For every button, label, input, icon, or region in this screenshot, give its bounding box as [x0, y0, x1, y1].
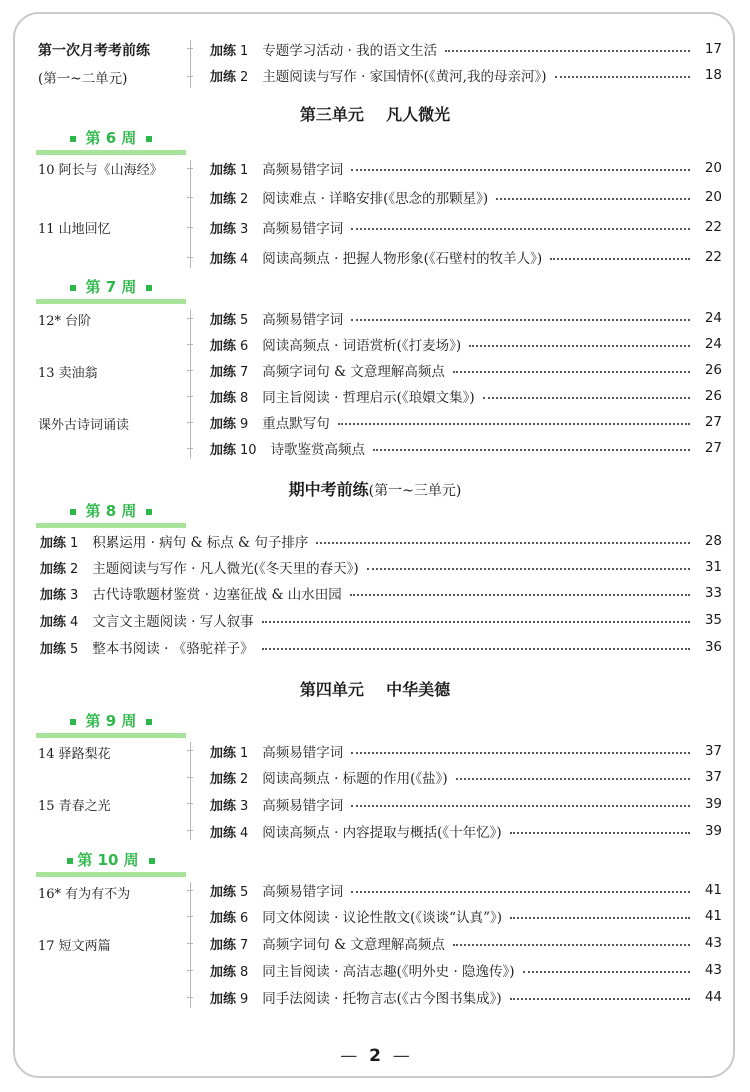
entry-title: 阅读高频点 · 把握人物形象(《石壁村的牧羊人》) [262, 251, 543, 267]
midterm-title: 期中考前练(第一~三单元) [288, 480, 462, 499]
square-icon [146, 136, 152, 142]
entry-tag: 加练 9 [210, 416, 249, 432]
entry-tag: 加练 2 [210, 191, 249, 207]
divider-tick [187, 257, 193, 258]
square-icon [70, 136, 76, 142]
divider-tick [187, 76, 193, 77]
entry-tag: 加练 6 [210, 338, 249, 354]
dot-leader [351, 752, 690, 754]
toc-entry[interactable] [40, 608, 722, 632]
exam1-title: 第一次月考考前练 [38, 43, 150, 59]
entry-page: 37 [704, 743, 722, 759]
entry-title: 阅读高频点 · 内容提取与概括(《十年忆》) [262, 825, 502, 841]
toc-entry[interactable] [210, 245, 722, 269]
divider-tick [187, 803, 193, 804]
toc-entry[interactable] [210, 739, 722, 763]
page-footer: — 2 — [340, 1046, 410, 1066]
entry-title: 诗歌鉴赏高频点 [270, 442, 366, 458]
entry-title: 主题阅读与写作 · 凡人微光(《冬天里的春天》) [92, 561, 359, 577]
entry-title: 同主旨阅读 · 高洁志趣(《明外史 · 隐逸传》) [262, 964, 515, 980]
entry-tag: 加练 10 [210, 442, 257, 458]
week7-header: 第 7 周 [36, 276, 186, 306]
dot-leader [262, 648, 690, 650]
dot-leader [550, 258, 690, 260]
entry-page: 24 [704, 310, 722, 326]
entry-tag: 加练 8 [210, 390, 249, 406]
entry-page: 24 [704, 336, 722, 352]
entry-tag: 加练 3 [40, 587, 79, 603]
dot-leader [262, 621, 690, 623]
divider-tick [187, 448, 193, 449]
divider-tick [187, 777, 193, 778]
square-icon [70, 719, 76, 725]
lesson-16: 16* 有为有不为 [38, 887, 131, 902]
toc-entry[interactable] [210, 410, 722, 434]
entry-tag: 加练 4 [40, 614, 79, 630]
divider-tick [187, 970, 193, 971]
entry-title: 阅读高频点 · 词语赏析(《打麦场》) [262, 338, 462, 354]
divider-tick [187, 197, 193, 198]
entry-title: 高频字词句 & 文意理解高频点 [262, 364, 445, 380]
entry-title: 文言文主题阅读 · 写人叙事 [92, 614, 254, 630]
section-divider [190, 160, 191, 268]
entry-title: 高频易错字词 [262, 884, 344, 900]
entry-page: 43 [704, 935, 722, 951]
toc-entry[interactable] [210, 904, 722, 928]
toc-entry[interactable] [210, 156, 722, 180]
entry-tag: 加练 5 [210, 312, 249, 328]
section-divider [190, 310, 191, 458]
dot-leader [351, 891, 690, 893]
entry-title: 专题学习活动 · 我的语文生活 [262, 43, 438, 59]
dot-leader [316, 542, 690, 544]
entry-page: 37 [704, 769, 722, 785]
entry-page: 18 [704, 67, 722, 83]
dot-leader [483, 397, 690, 399]
toc-entry[interactable] [40, 635, 722, 659]
entry-tag: 加练 2 [40, 561, 79, 577]
entry-title: 高频易错字词 [262, 798, 344, 814]
entry-page: 17 [704, 41, 722, 57]
dot-leader [351, 169, 690, 171]
week6-header: 第 6 周 [36, 127, 186, 157]
lesson-11: 11 山地回忆 [38, 222, 111, 237]
unit4-title: 第四单元 中华美德 [299, 680, 451, 699]
entry-page: 22 [704, 219, 722, 235]
toc-entry[interactable] [210, 384, 722, 408]
entry-tag: 加练 3 [210, 798, 249, 814]
entry-tag: 加练 7 [210, 937, 249, 953]
dot-leader [456, 778, 690, 780]
toc-entry[interactable] [210, 306, 722, 330]
entry-title: 高频易错字词 [262, 221, 344, 237]
entry-page: 31 [704, 559, 722, 575]
entry-tag: 加练 8 [210, 964, 249, 980]
divider-tick [187, 318, 193, 319]
entry-title: 同主旨阅读 · 哲理启示(《琅嬛文集》) [262, 390, 475, 406]
entry-tag: 加练 6 [210, 910, 249, 926]
dot-leader [555, 76, 691, 78]
entry-page: 35 [704, 612, 722, 628]
divider-tick [187, 997, 193, 998]
dot-leader [445, 50, 690, 52]
entry-title: 阅读高频点 · 标题的作用(《盐》) [262, 771, 448, 787]
entry-title: 古代诗歌题材鉴赏 · 边塞征战 & 山水田园 [92, 587, 342, 603]
toc-entry[interactable] [210, 765, 722, 789]
entry-title: 重点默写句 [262, 416, 330, 432]
toc-entry[interactable] [210, 985, 722, 1009]
entry-title: 高频易错字词 [262, 745, 344, 761]
square-icon [146, 509, 152, 515]
divider-tick [187, 48, 193, 49]
entry-title: 高频易错字词 [262, 312, 344, 328]
week-bar [36, 872, 186, 877]
entry-page: 43 [704, 962, 722, 978]
entry-page: 27 [704, 414, 722, 430]
entry-page: 22 [704, 249, 722, 265]
toc-entry[interactable] [210, 436, 722, 460]
entry-page: 41 [704, 882, 722, 898]
square-icon [149, 858, 155, 864]
lesson-extra-poetry: 课外古诗词诵读 [38, 418, 130, 433]
entry-page: 26 [704, 362, 722, 378]
entry-tag: 加练 5 [210, 884, 249, 900]
week9-header: 第 9 周 [36, 710, 186, 740]
toc-entry[interactable] [210, 37, 722, 61]
week8-header: 第 8 周 [36, 500, 186, 530]
entry-tag: 加练 1 [210, 745, 249, 761]
entry-page: 20 [704, 160, 722, 176]
divider-tick [187, 830, 193, 831]
divider-tick [187, 422, 193, 423]
toc-entry[interactable] [210, 215, 722, 239]
entry-tag: 加练 2 [210, 69, 249, 85]
entry-tag: 加练 1 [40, 535, 79, 551]
toc-entry[interactable] [210, 358, 722, 382]
dot-leader [510, 832, 690, 834]
toc-entry[interactable] [210, 332, 722, 356]
entry-tag: 加练 4 [210, 825, 249, 841]
entry-page: 33 [704, 585, 722, 601]
entry-title: 同手法阅读 · 托物言志(《古今图书集成》) [262, 991, 502, 1007]
divider-tick [187, 890, 193, 891]
dot-leader [469, 345, 690, 347]
week-bar [36, 733, 186, 738]
week-bar [36, 299, 186, 304]
toc-entry[interactable] [210, 185, 722, 209]
entry-page: 44 [704, 989, 722, 1005]
divider-tick [187, 370, 193, 371]
square-icon [70, 285, 76, 291]
dot-leader [523, 971, 690, 973]
entry-title: 高频易错字词 [262, 162, 344, 178]
dot-leader [351, 805, 690, 807]
dot-leader [510, 917, 690, 919]
dot-leader [338, 423, 690, 425]
dot-leader [351, 319, 690, 321]
lesson-14: 14 驿路梨花 [38, 747, 111, 762]
lesson-12: 12* 台阶 [38, 314, 92, 329]
divider-tick [187, 396, 193, 397]
dot-leader [350, 594, 690, 596]
lesson-17: 17 短文两篇 [38, 939, 111, 954]
square-icon [146, 285, 152, 291]
entry-title: 同文体阅读 · 议论性散文(《谈谈“认真”》) [262, 910, 503, 926]
entry-title: 整本书阅读 · 《骆驼祥子》 [92, 641, 254, 657]
entry-tag: 加练 1 [210, 43, 249, 59]
square-icon [70, 509, 76, 515]
dot-leader [351, 228, 690, 230]
divider-tick [187, 750, 193, 751]
entry-page: 41 [704, 908, 722, 924]
unit3-title: 第三单元 凡人微光 [299, 105, 451, 124]
toc-entry[interactable] [40, 581, 722, 605]
entry-page: 39 [704, 796, 722, 812]
entry-title: 主题阅读与写作 · 家国情怀(《黄河,我的母亲河》) [262, 69, 547, 85]
lesson-10: 10 阿长与《山海经》 [38, 163, 163, 178]
entry-page: 28 [704, 533, 722, 549]
dot-leader [367, 568, 690, 570]
toc-entry[interactable] [210, 792, 722, 816]
entry-title: 阅读难点 · 详略安排(《思念的那颗星》) [262, 191, 489, 207]
entry-tag: 加练 1 [210, 162, 249, 178]
week-bar [36, 523, 186, 528]
toc-entry[interactable] [210, 931, 722, 955]
entry-page: 26 [704, 388, 722, 404]
dot-leader [510, 998, 690, 1000]
dot-leader [496, 198, 690, 200]
week-bar [36, 150, 186, 155]
entry-title: 高频字词句 & 文意理解高频点 [262, 937, 445, 953]
toc-entry[interactable] [40, 529, 722, 553]
divider-tick [187, 916, 193, 917]
divider-tick [187, 943, 193, 944]
dot-leader [373, 449, 690, 451]
divider-tick [187, 168, 193, 169]
divider-tick [187, 227, 193, 228]
divider-tick [187, 344, 193, 345]
entry-tag: 加练 5 [40, 641, 79, 657]
entry-title: 积累运用 · 病句 & 标点 & 句子排序 [92, 535, 309, 551]
lesson-15: 15 青春之光 [38, 799, 111, 814]
entry-tag: 加练 3 [210, 221, 249, 237]
toc-entry[interactable] [210, 878, 722, 902]
entry-page: 27 [704, 440, 722, 456]
toc-entry[interactable] [210, 958, 722, 982]
entry-page: 36 [704, 639, 722, 655]
entry-page: 20 [704, 189, 722, 205]
entry-tag: 加练 9 [210, 991, 249, 1007]
toc-entry[interactable] [210, 63, 722, 87]
square-icon [67, 858, 73, 864]
page-number: 2 [369, 1046, 381, 1066]
toc-entry[interactable] [210, 819, 722, 843]
toc-entry[interactable] [40, 555, 722, 579]
section-divider [190, 742, 191, 840]
entry-tag: 加练 7 [210, 364, 249, 380]
exam1-subtitle: (第一~二单元) [38, 71, 128, 87]
entry-tag: 加练 2 [210, 771, 249, 787]
dot-leader [453, 944, 690, 946]
dot-leader [453, 371, 690, 373]
entry-tag: 加练 4 [210, 251, 249, 267]
entry-page: 39 [704, 823, 722, 839]
lesson-13: 13 卖油翁 [38, 366, 98, 381]
section-divider [190, 882, 191, 1008]
square-icon [146, 719, 152, 725]
week10-header: 第 10 周 [36, 849, 186, 879]
